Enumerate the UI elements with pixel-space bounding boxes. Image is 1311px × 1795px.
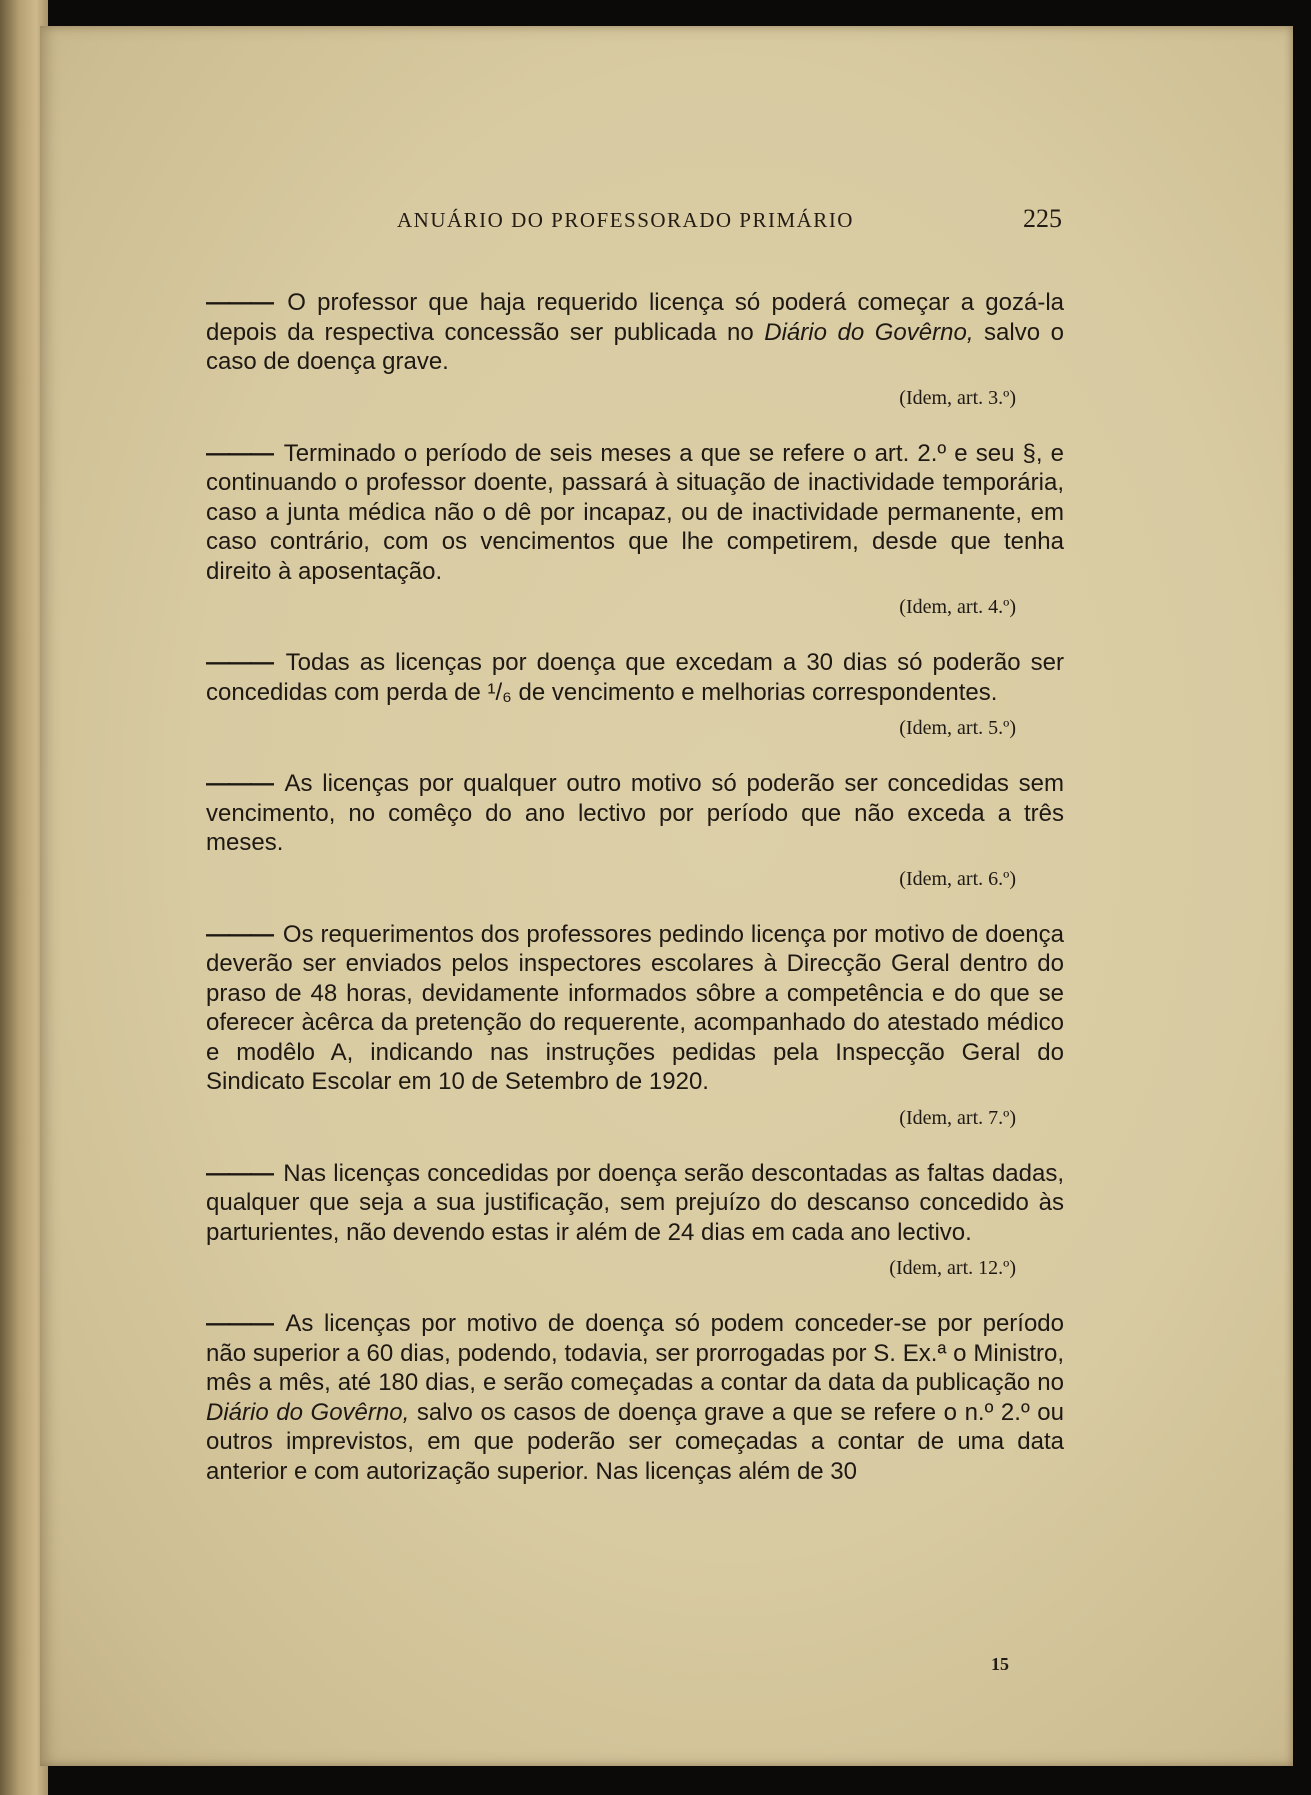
book-page <box>40 26 1293 1766</box>
paragraph-dash: ——— <box>206 770 272 797</box>
paragraph-dash: ——— <box>206 920 272 948</box>
paragraph-dash: ——— <box>206 649 272 676</box>
citation: (Idem, art. 6.º) <box>899 867 1016 890</box>
paragraph-text: O professor que haja requerido licença só poderá começar a gozá-la depois da respectiva concessão ser publicada no <box>206 289 1065 346</box>
citation: (Idem, art. 5.º) <box>899 717 1016 739</box>
citation: (Idem, art. 12.º) <box>889 1257 1016 1279</box>
paragraph-text-after: salvo o caso de doença grave. <box>206 318 1064 375</box>
signature-mark: 15 <box>991 1654 1009 1674</box>
paragraph-dash: ——— <box>206 289 272 316</box>
paragraph-art-7 <box>206 920 1064 1131</box>
paragraph-text: As licenças por qualquer outro motivo só poderão ser concedidas sem vencimento, no comêço do ano lectivo por período que não exceda a três meses. <box>206 770 1065 856</box>
paragraph-text: Todas as licenças por doença que excedam a 30 dias só poderão ser concedidas com perda de ¹/₆ de vencimento e melhorias correspondentes. <box>206 649 1064 706</box>
header-title: ANUÁRIO DO PROFESSORADO PRIMÁRIO <box>397 208 854 232</box>
paragraph-art-3 <box>206 288 1064 411</box>
page-number: 225 <box>1023 204 1062 233</box>
paragraph-text-after: salvo os casos de doença grave a que se refere o n.º 2.º ou outros imprevistos, em que poderão ser começadas a contar de uma data anterior e com autorização superior. Nas licenças além de 30 <box>206 1398 1064 1485</box>
citation: (Idem, art. 4.º) <box>899 596 1016 618</box>
paragraph-art-4 <box>206 439 1064 621</box>
paragraph-art-6 <box>206 769 1064 892</box>
paragraph-text: Os requerimentos dos professores pedindo licença por motivo de doença deverão ser enviados pelos inspectores escolares à Direcção Geral dentro do praso de 48 horas, devidamente informados sôbre a competência e do que se oferecer àcêrca da pretenção do requerente, acompanhado do atestado médico e modêlo A, indicando nas instruções pedidas pela Inspecção Geral do Sindicato Escolar em 10 de Setembro de 1920. <box>206 920 1064 1095</box>
publication-name: Diário do Govêrno, <box>206 1398 410 1426</box>
paragraph-dash: ——— <box>206 1159 272 1187</box>
paragraph-art-12 <box>206 1159 1064 1282</box>
paragraph-art-5 <box>206 648 1064 741</box>
citation: (Idem, art. 7.º) <box>899 1106 1016 1129</box>
paragraph-dash: ——— <box>206 439 272 467</box>
publication-name: Diário do Govêrno, <box>764 318 974 346</box>
paragraph-dash: ——— <box>206 1310 272 1337</box>
paragraph-text: As licenças por motivo de doença só podem conceder-se por período não superior a 60 dias, podendo, todavia, ser prorrogadas por S. Ex.ª o Ministro, mês a mês, até 180 dias, e serão começadas a contar da data da publicação no <box>206 1310 1065 1396</box>
paragraph-text: Terminado o período de seis meses a que se refere o art. 2.º e seu §, e continuando o professor doente, passará à situação de inactividade temporária, caso a junta médica não o dê por incapaz, ou de inactividade permanente, em caso contrário, com os vencimentos que lhe competirem, desde que tenha direito à aposentação. <box>206 439 1065 585</box>
paragraph-text: Nas licenças concedidas por doença serão descontadas as faltas dadas, qualquer que seja a sua justificação, sem prejuízo do descanso concedido às parturientes, não devendo estas ir além de 24 dias em cada ano lectivo. <box>206 1159 1064 1246</box>
citation: (Idem, art. 3.º) <box>899 386 1016 409</box>
paragraph-licencas-doenca <box>206 1309 1064 1486</box>
body-text <box>206 288 1064 1486</box>
